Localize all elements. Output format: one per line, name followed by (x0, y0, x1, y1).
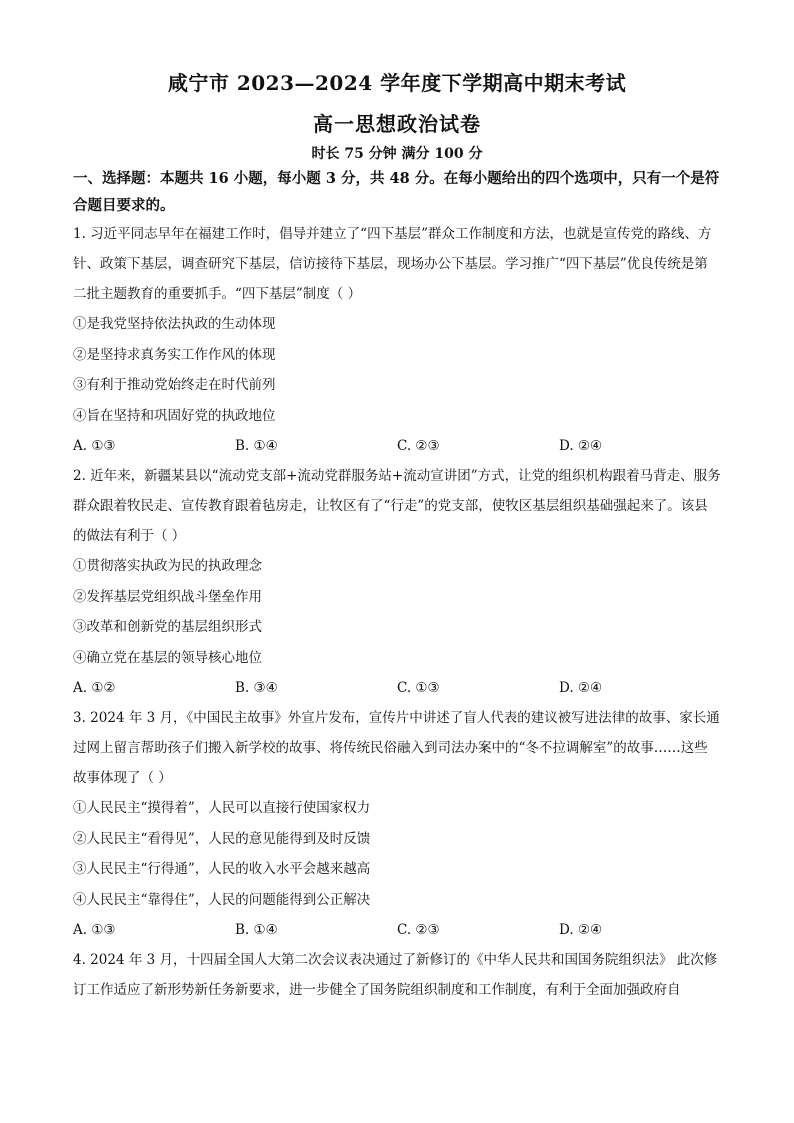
choice-a: A. ①③ (73, 438, 116, 454)
statement-option: ③人民民主“行得通”，人民的收入水平会越来越高 (73, 861, 371, 877)
exam-title: 咸宁市 2023—2024 学年度下学期高中期末考试 (167, 71, 627, 95)
question-2 (73, 461, 721, 703)
choice-d: D. ②④ (559, 438, 603, 454)
question-1 (73, 219, 721, 461)
choice-a: A. ①② (73, 680, 116, 696)
choice-b: B. ③④ (235, 680, 278, 696)
exam-subject: 高一思想政治试卷 (313, 112, 481, 136)
choice-d: D. ②④ (559, 922, 603, 938)
statement-option: ①人民民主“摸得着”，人民可以直接行使国家权力 (73, 800, 371, 816)
choice-b: B. ①④ (235, 922, 278, 938)
statement-option: ①是我党坚持依法执政的生动体现 (73, 316, 276, 332)
question-4 (73, 945, 721, 1005)
statement-option: ②发挥基层党组织战斗堡垒作用 (73, 588, 262, 605)
exam-page (73, 68, 721, 1005)
statement-option: ④人民民主“靠得住”，人民的问题能得到公正解决 (73, 891, 371, 908)
statement-option: ②人民民主“看得见”，人民的意见能得到及时反馈 (73, 830, 371, 847)
statement-option: ②是坚持求真务实工作作风的体现 (73, 346, 276, 363)
statement-option: ④旨在坚持和巩固好党的执政地位 (73, 407, 276, 424)
answer-choices (73, 431, 721, 461)
choice-a: A. ①③ (73, 922, 116, 938)
question-stem: 3. 2024 年 3 月，《中国民主故事》外宣片发布，宣传片中讲述了盲人代表的建议被写进法律的故事、家长通过网上留言帮助孩子们搬入新学校的故事、将传统民俗融入到司法办案中的“冬不拉调解室”的故事……这些故事体现了（ ） (73, 710, 720, 786)
choice-c: C. ①③ (397, 680, 440, 696)
question-stem: 2. 近年来，新疆某县以“流动党支部+流动党群服务站+流动宣讲团”方式，让党的组织机构跟着马背走、服务群众跟着牧民走、宣传教育跟着毡房走，让牧区有了“行走”的党支部，使牧区基层组织基础强起来了。该县的做法有利于（ ） (73, 468, 721, 544)
choice-b: B. ①④ (235, 438, 278, 454)
question-stem: 1. 习近平同志早年在福建工作时，倡导并建立了“四下基层”群众工作制度和方法，也就是宣传党的路线、方针、政策下基层，调查研究下基层，信访接待下基层，现场办公下基层。学习推广“四下基层”优良传统是第二批主题教育的重要抓手。“四下基层”制度（ ） (73, 226, 712, 302)
section-heading: 一、选择题：本题共 16 小题，每小题 3 分，共 48 分。在每小题给出的四个选项中，只有一个是符合题目要求的。 (73, 170, 720, 214)
statement-option: ④确立党在基层的领导核心地位 (73, 649, 262, 666)
statement-option: ③改革和创新党的基层组织形式 (73, 619, 262, 635)
choice-c: C. ②③ (397, 922, 440, 938)
question-stem: 4. 2024 年 3 月，十四届全国人大第二次会议表决通过了新修订的《中华人民共和国国务院组织法》 此次修订工作适应了新形势新任务新要求，进一步健全了国务院组织制度和工作制度，有利于全面加强政府自 (73, 952, 718, 998)
question-3 (73, 703, 721, 945)
statement-option: ①贯彻落实执政为民的执政理念 (73, 558, 262, 574)
answer-choices (73, 915, 721, 945)
statement-option: ③有利于推动党始终走在时代前列 (73, 377, 276, 393)
exam-meta: 时长 75 分钟 满分 100 分 (311, 146, 483, 162)
choice-d: D. ②④ (559, 680, 603, 696)
choice-c: C. ②③ (397, 438, 440, 454)
answer-choices (73, 673, 721, 703)
